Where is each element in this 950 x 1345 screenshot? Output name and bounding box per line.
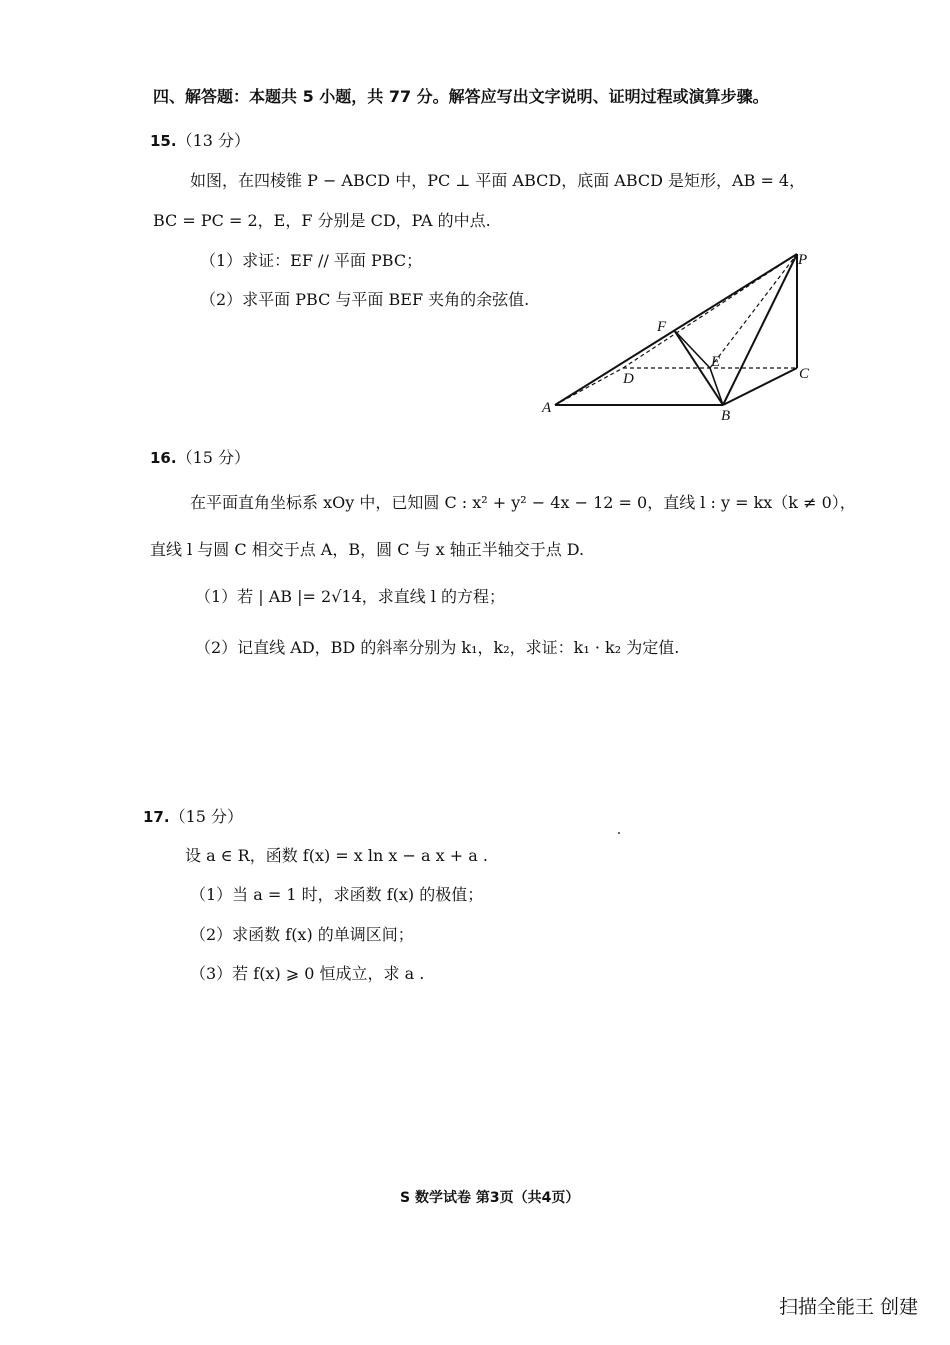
label-F: F [657,319,667,335]
q16-part1: （1）若 | AB |= 2√14，求直线 l 的方程； [195,587,506,606]
q15-stem-line1: 如图，在四棱锥 P − ABCD 中，PC ⊥ 平面 ABCD，底面 ABCD 是矩形，AB = 4， [190,171,806,190]
scan-speck [618,832,620,834]
label-D: D [623,371,634,387]
q17-number: 17. [143,808,170,826]
edge-BC [723,368,797,405]
q17-part2: （2）求函数 f(x) 的单调区间； [190,925,414,944]
q15-points: （13 分） [176,131,251,150]
q16-heading [150,447,250,469]
q15-stem-line2: BC = PC = 2，E，F 分别是 CD，PA 的中点. [153,211,491,230]
q16-stem-line1: 在平面直角坐标系 xOy 中，已知圆 C : x² + y² − 4x − 12 = 0，直线 l : y = kx（k ≠ 0）， [190,493,856,512]
q16-part2: （2）记直线 AD，BD 的斜率分别为 k₁，k₂，求证：k₁ · k₂ 为定值. [195,638,680,657]
page-footer: S 数学试卷 第3页（共4页） [400,1190,580,1206]
q15-part2: （2）求平面 PBC 与平面 BEF 夹角的余弦值. [200,290,530,309]
label-C: C [799,366,810,382]
section-header: 四、解答题：本题共 5 小题，共 77 分。解答应写出文字说明、证明过程或演算步骤。 [153,87,769,106]
q17-heading [143,806,243,828]
q17-part1: （1）当 a = 1 时，求函数 f(x) 的极值； [190,885,484,904]
q16-number: 16. [150,449,177,467]
label-B: B [721,408,731,424]
q17-points: （15 分） [169,807,244,826]
segment-FE [674,330,710,368]
label-A: A [542,400,552,416]
pyramid-figure [535,245,825,425]
segment-EP [710,254,797,368]
q16-stem-line2: 直线 l 与圆 C 相交于点 A，B，圆 C 与 x 轴正半轴交于点 D. [150,540,585,559]
scanner-watermark: 扫描全能王 创建 [778,1296,918,1318]
q15-number: 15. [150,132,177,150]
label-E: E [711,354,721,370]
q17-stem: 设 a ∈ R，函数 f(x) = x ln x − a x + a . [185,846,488,865]
q17-part3: （3）若 f(x) ⩾ 0 恒成立，求 a . [190,964,425,983]
label-P: P [798,252,808,268]
q15-part1: （1）求证：EF // 平面 PBC； [200,251,423,270]
edge-DP [623,254,797,368]
q15-heading [150,130,250,152]
q16-points: （15 分） [176,448,251,467]
